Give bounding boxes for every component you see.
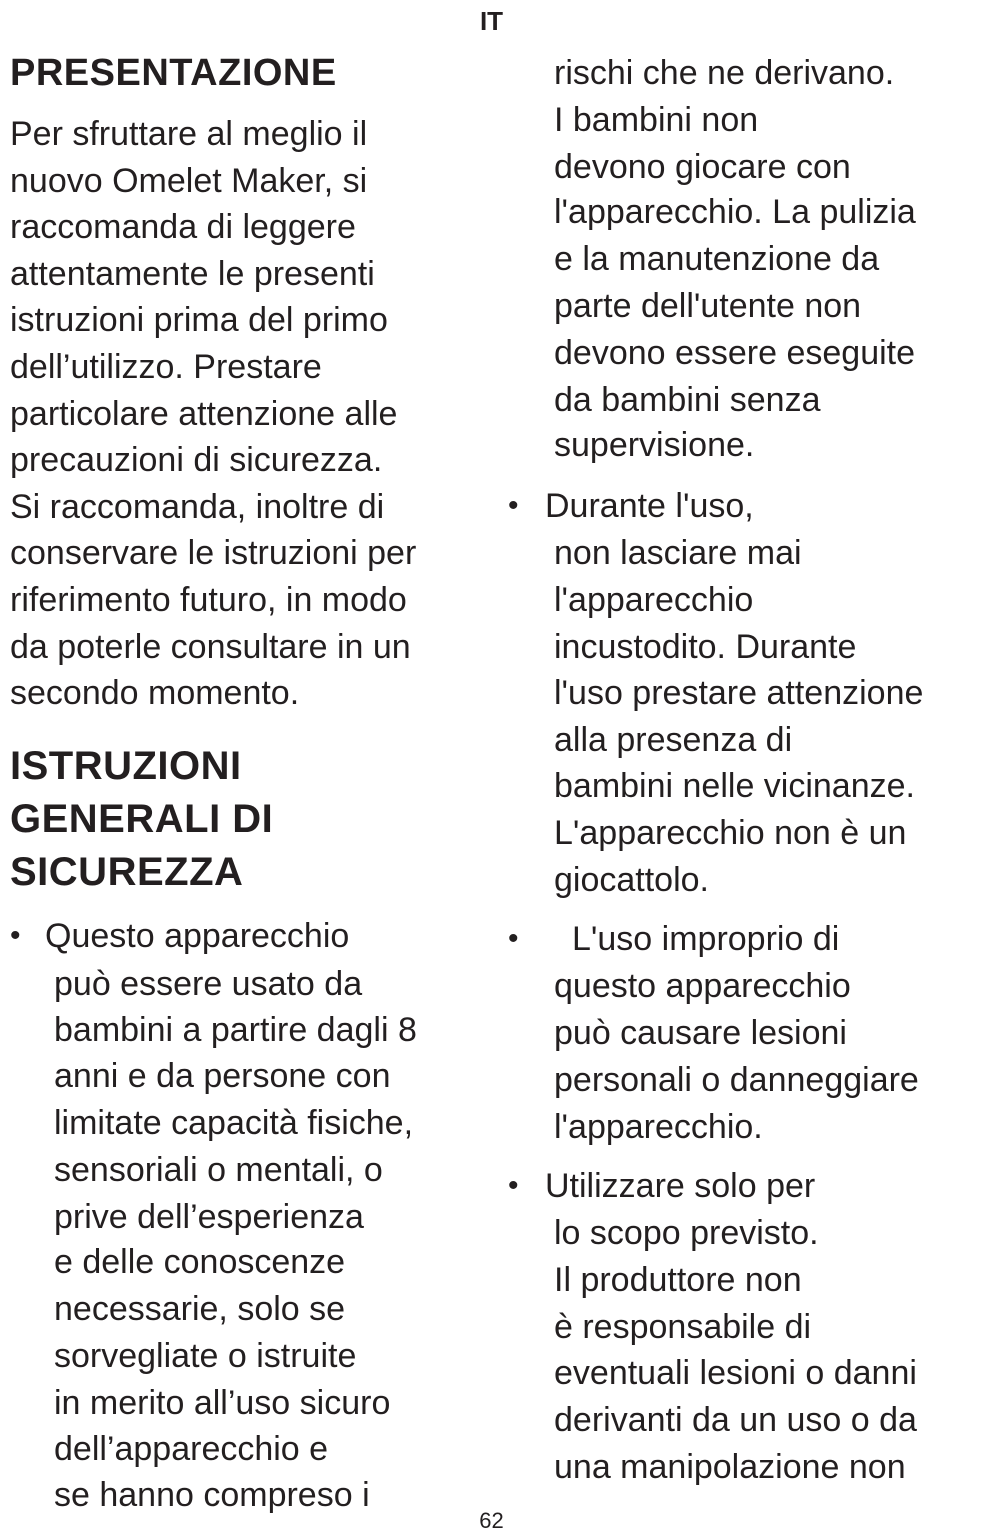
language-code: IT xyxy=(479,6,504,36)
bullet-line: e delle conoscenze xyxy=(54,1243,346,1281)
bullet-line: L'apparecchio non è un xyxy=(554,814,907,852)
bullet-line: Questo apparecchio xyxy=(45,917,350,955)
bullet-line: limitate capacità fisiche, xyxy=(54,1104,414,1142)
bullet-line: da bambini senza xyxy=(554,381,821,419)
bullet-line: derivanti da un uso o da xyxy=(554,1401,917,1439)
bullet-line: può causare lesioni xyxy=(554,1014,847,1052)
bullet-line: in merito all’uso sicuro xyxy=(54,1384,391,1422)
bullet-line: Utilizzare solo per xyxy=(545,1167,816,1205)
bullet-line: può essere usato da xyxy=(54,965,363,1003)
bullet-line: sensoriali o mentali, o xyxy=(54,1151,383,1189)
paragraph-line: istruzioni prima del primo xyxy=(10,301,388,339)
bullet-marker: • xyxy=(508,489,519,522)
title-line: SICUREZZA xyxy=(10,850,244,894)
bullet-line: alla presenza di xyxy=(554,721,793,759)
bullet-line: parte dell'utente non xyxy=(554,287,862,325)
bullet-line: questo apparecchio xyxy=(554,967,851,1005)
bullet-line: l'apparecchio. xyxy=(554,1108,763,1146)
bullet-line: è responsabile di xyxy=(554,1308,812,1346)
bullet-line: eventuali lesioni o danni xyxy=(554,1354,917,1392)
bullet-line: giocattolo. xyxy=(554,861,709,899)
bullet-line: I bambini non xyxy=(554,101,759,139)
bullet-line: l'apparecchio. La pulizia xyxy=(554,193,916,231)
bullet-line: una manipolazione non xyxy=(554,1448,906,1486)
bullet-line: Durante l'uso, xyxy=(545,487,754,525)
section-title-presentazione: PRESENTAZIONE xyxy=(10,52,337,94)
paragraph-line: nuovo Omelet Maker, si xyxy=(10,162,368,200)
bullet-marker: • xyxy=(508,1169,519,1202)
bullet-line: anni e da persone con xyxy=(54,1057,391,1095)
bullet-line: Il produttore non xyxy=(554,1261,802,1299)
bullet-line: necessarie, solo se xyxy=(54,1290,346,1328)
paragraph-line: Si raccomanda, inoltre di xyxy=(10,488,385,526)
bullet-marker: • xyxy=(10,919,21,952)
bullet-line: l'apparecchio xyxy=(554,581,754,619)
bullet-line: devono essere eseguite xyxy=(554,334,916,372)
bullet-line: rischi che ne derivano. xyxy=(554,54,895,92)
bullet-line: bambini nelle vicinanze. xyxy=(554,767,915,805)
paragraph-line: Per sfruttare al meglio il xyxy=(10,115,368,153)
bullet-line: bambini a partire dagli 8 xyxy=(54,1011,417,1049)
title-line: GENERALI DI xyxy=(10,797,274,841)
bullet-line: incustodito. Durante xyxy=(554,628,857,666)
paragraph-line: conservare le istruzioni per xyxy=(10,534,417,572)
paragraph-line: particolare attenzione alle xyxy=(10,395,398,433)
bullet-line: devono giocare con xyxy=(554,148,851,186)
paragraph-line: dell’utilizzo. Prestare xyxy=(10,348,322,386)
bullet-line: supervisione. xyxy=(554,426,755,464)
bullet-line: prive dell’esperienza xyxy=(54,1198,364,1236)
paragraph-line: secondo momento. xyxy=(10,674,300,712)
bullet-line: se hanno compreso i xyxy=(54,1476,370,1514)
bullet-line: l'uso prestare attenzione xyxy=(554,674,924,712)
bullet-line: personali o danneggiare xyxy=(554,1061,919,1099)
paragraph-line: attentamente le presenti xyxy=(10,255,375,293)
bullet-line: L'uso improprio di xyxy=(572,920,840,958)
bullet-line: lo scopo previsto. xyxy=(554,1214,819,1252)
bullet-line: non lasciare mai xyxy=(554,534,802,572)
paragraph-line: precauzioni di sicurezza. xyxy=(10,441,383,479)
bullet-line: dell’apparecchio e xyxy=(54,1430,329,1468)
bullet-line: sorvegliate o istruite xyxy=(54,1337,357,1375)
paragraph-line: da poterle consultare in un xyxy=(10,628,411,666)
bullet-marker: • xyxy=(508,922,519,955)
paragraph-line: riferimento futuro, in modo xyxy=(10,581,407,619)
bullet-line: e la manutenzione da xyxy=(554,240,880,278)
paragraph-line: raccomanda di leggere xyxy=(10,208,356,246)
page-number: 62 xyxy=(479,1508,504,1533)
title-line: ISTRUZIONI xyxy=(10,744,242,788)
